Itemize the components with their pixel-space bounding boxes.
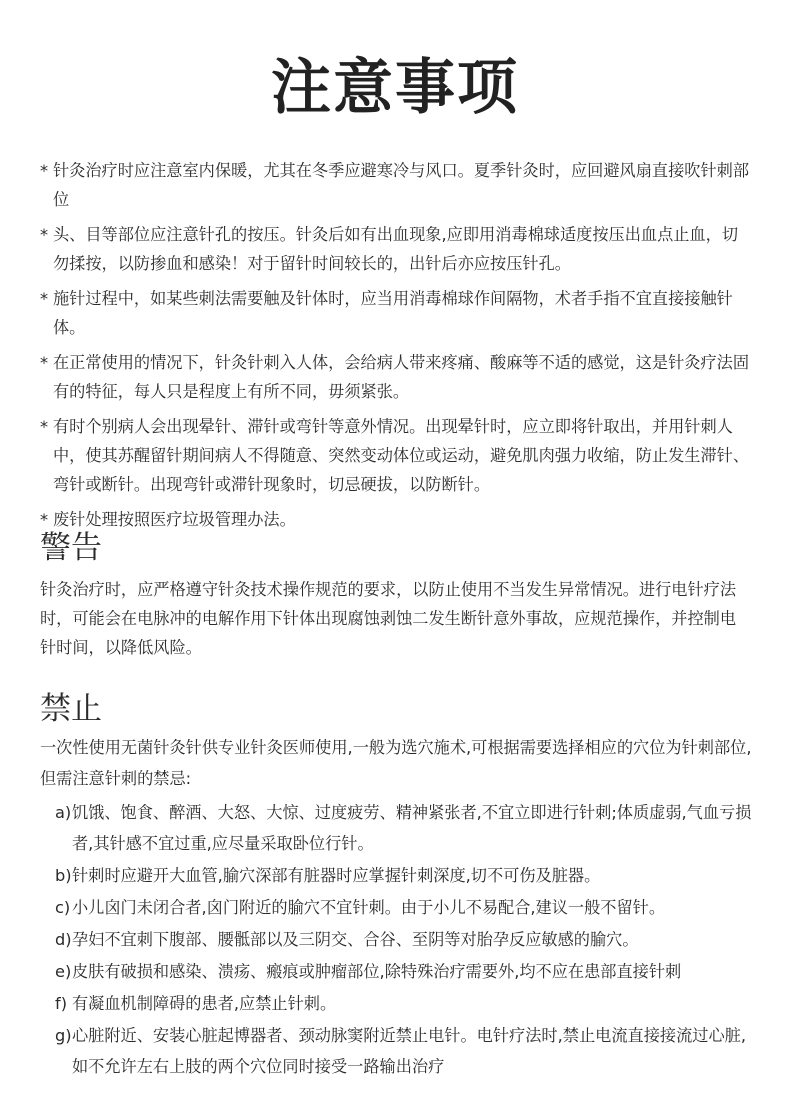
- precautions-list: [40, 156, 752, 540]
- warning-text: 针灸治疗时，应严格遵守针灸技术操作规范的要求，以防止使用不当发生异常情况。进行电针疗法时，可能会在电脉冲的电解作用下针体出现腐蚀剥蚀二发生断针意外事故，应规范操作，并控制电针时间，以降低风险。: [40, 580, 737, 657]
- precaution-item: [40, 284, 752, 342]
- list-item-text: 有凝血机制障碍的患者,应禁止针刺。: [72, 994, 337, 1013]
- list-item: [55, 988, 755, 1019]
- bullet-asterisk: *: [40, 353, 49, 372]
- list-item: [55, 860, 755, 891]
- list-item-label: b): [55, 866, 72, 885]
- bullet-asterisk: *: [40, 510, 49, 529]
- warning-heading: 警告: [40, 530, 102, 566]
- page-title: 注意事项: [271, 53, 519, 123]
- list-item: [55, 892, 755, 923]
- list-item-label: d): [55, 930, 72, 949]
- list-item: [55, 1020, 755, 1082]
- bullet-asterisk: *: [40, 225, 49, 244]
- precaution-item: [40, 505, 752, 534]
- precaution-text: 在正常使用的情况下，针灸针刺入人体，会给病人带来疼痛、酸麻等不适的感觉，这是针灸疗法固有的特征，每人只是程度上有所不同，毋须紧张。: [53, 353, 750, 401]
- bullet-asterisk: *: [40, 417, 49, 436]
- precaution-text: 针灸治疗时应注意室内保暖，尤其在冬季应避寒冷与风口。夏季针灸时，应回避风扇直接吹针刺部位: [53, 161, 750, 209]
- list-item: [55, 956, 755, 987]
- list-item-label: a): [55, 803, 72, 822]
- prohibited-list: [55, 797, 755, 1083]
- prohibited-heading: 禁止: [40, 691, 102, 727]
- list-item: [55, 797, 755, 859]
- precaution-text: 废针处理按照医疗垃圾管理办法。: [53, 510, 296, 529]
- precaution-text: 施针过程中，如某些刺法需要触及针体时，应当用消毒棉球作间隔物，术者手指不宜直接接触针体。: [53, 289, 733, 337]
- list-item-text: 饥饿、饱食、醉酒、大怒、大惊、过度疲劳、精神紧张者,不宜立即进行针刺;体质虚弱,气血亏损者,其针感不宜过重,应尽量采取卧位行针。: [72, 803, 752, 853]
- list-item-text: 皮肤有破损和感染、溃疡、瘢痕或肿瘤部位,除特殊治疗需要外,均不应在患部直接针刺: [72, 962, 682, 981]
- list-item-text: 孕妇不宜刺下腹部、腰骶部以及三阴交、合谷、至阴等对胎孕反应敏感的腧穴。: [72, 930, 639, 949]
- list-item-text: 针刺时应避开大血管,腧穴深部有脏器时应掌握针刺深度,切不可伤及脏器。: [72, 866, 601, 885]
- list-item: [55, 924, 755, 955]
- precaution-item: [40, 412, 752, 499]
- list-item-label: f): [55, 994, 68, 1013]
- prohibited-intro: 一次性使用无菌针灸针供专业针灸医师使用,一般为选穴施术,可根据需要选择相应的穴位为针刺部位,但需注意针刺的禁忌:: [40, 738, 752, 788]
- bullet-asterisk: *: [40, 289, 49, 308]
- list-item-label: e): [55, 962, 72, 981]
- list-item-text: 小儿囟门未闭合者,囟门附近的腧穴不宜针刺。由于小儿不易配合,建议一般不留针。: [72, 898, 666, 917]
- precaution-item: [40, 220, 752, 278]
- precaution-item: [40, 156, 752, 214]
- precaution-item: [40, 348, 752, 406]
- bullet-asterisk: *: [40, 161, 49, 180]
- precaution-text: 有时个别病人会出现晕针、滞针或弯针等意外情况。出现晕针时，应立即将针取出，并用针刺人中，使其苏醒留针期间病人不得随意、突然变动体位或运动，避免肌肉强力收缩，防止发生滞针、弯针或断针。出现弯针或滞针现象时，切忌硬拔，以防断针。: [53, 417, 750, 494]
- list-item-label: g): [55, 1026, 72, 1045]
- list-item-text: 心脏附近、安装心脏起博器者、颈动脉窦附近禁止电针。电针疗法时,禁止电流直接接流过心脏,如不允许左右上肢的两个穴位同时接受一路输出治疗: [72, 1026, 746, 1076]
- precaution-text: 头、目等部位应注意针孔的按压。针灸后如有出血现象,应即用消毒棉球适度按压出血点止血，切勿揉按，以防掺血和感染！对于留针时间较长的，出针后亦应按压针孔。: [53, 225, 739, 273]
- list-item-label: c): [55, 898, 71, 917]
